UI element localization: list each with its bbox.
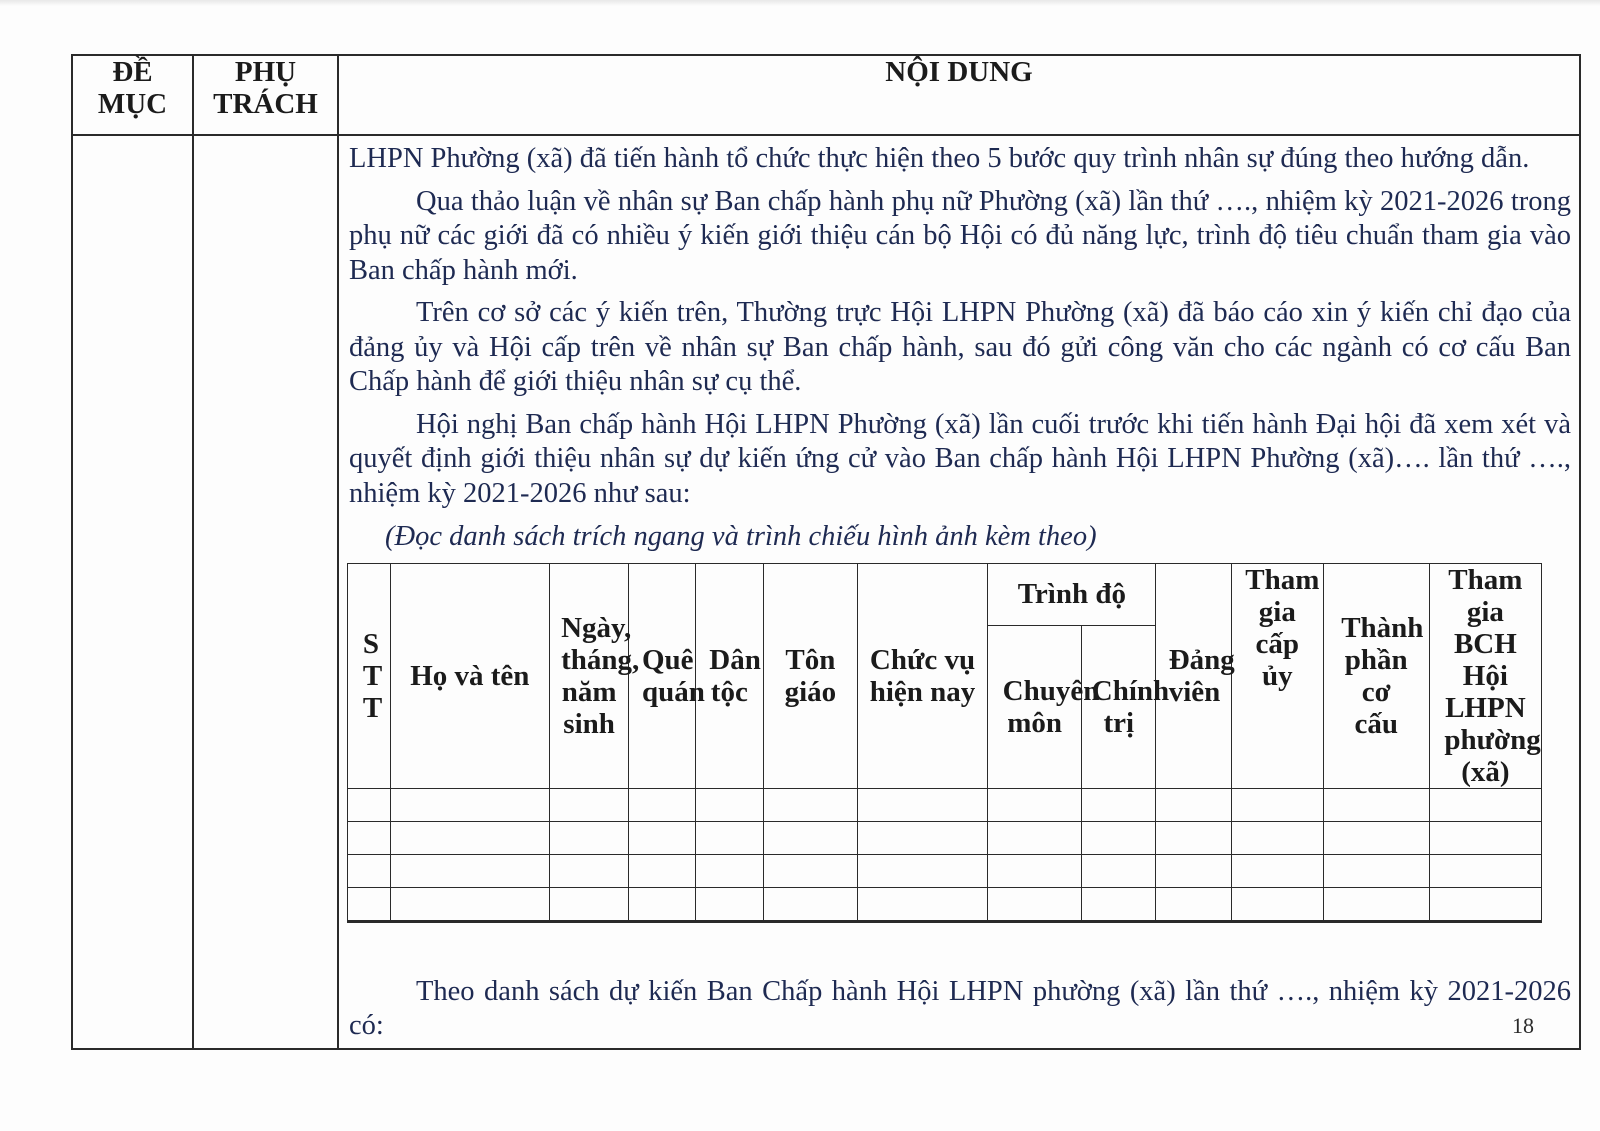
paragraph-4: Hội nghị Ban chấp hành Hội LHPN Phường (xã) lần cuối trước khi tiến hành Đại hội đã xem xét và quyết định giới thiệu nhân sự dự kiến ứng cử vào Ban chấp hành Hội LHPN Phường (xã)…. lần thứ …., nhiệm kỳ 2021-2026 như sau: xyxy=(349,408,1571,509)
col-position: Chức vụ hiện nay xyxy=(857,563,988,788)
col-hometown: Quê quán xyxy=(629,563,695,788)
noi-dung-cell xyxy=(338,135,1580,1049)
phu-trach-cell xyxy=(193,135,338,1049)
paragraph-1: LHPN Phường (xã) đã tiến hành tổ chức thực hiện theo 5 bước quy trình nhân sự đúng theo hướng dẫn. xyxy=(349,143,1530,174)
col-level-pol: Chính trị xyxy=(1082,625,1156,788)
col-religion: Tôn giáo xyxy=(763,563,857,788)
header-noi-dung: NỘI DUNG xyxy=(338,55,1580,135)
col-ethnicity: Dân tộc xyxy=(695,563,763,788)
personnel-table xyxy=(347,563,1542,923)
header-de-muc: ĐỀ MỤC xyxy=(72,55,193,135)
page-number: 18 xyxy=(1512,1013,1534,1038)
header-phu-trach: PHỤ TRÁCH xyxy=(193,55,338,135)
main-table xyxy=(71,54,1581,1050)
col-structure: Thành phần cơ cấu xyxy=(1323,563,1429,788)
col-party: Đảng viên xyxy=(1156,563,1231,788)
paragraph-5: Theo danh sách dự kiến Ban Chấp hành Hội LHPN phường (xã) lần thứ …., nhiệm kỳ 2021-2026 có: xyxy=(349,975,1571,1041)
de-muc-cell xyxy=(72,135,193,1049)
col-bch: Tham gia BCH Hội LHPN phường (xã) xyxy=(1429,563,1541,788)
col-dob: Ngày, tháng, năm sinh xyxy=(549,563,629,788)
col-name: Họ và tên xyxy=(390,563,549,788)
paragraph-2: Qua thảo luận về nhân sự Ban chấp hành phụ nữ Phường (xã) lần thứ …., nhiệm kỳ 2021-2026 trong phụ nữ các giới đã có nhiều ý kiến giới thiệu cán bộ Hội có đủ năng lực, trình độ tiêu chuẩn tham gia vào Ban chấp hành mới. xyxy=(349,185,1571,286)
table-row xyxy=(348,887,1542,921)
col-level-prof: Chuyên môn xyxy=(988,625,1082,788)
paragraph-3: Trên cơ sở các ý kiến trên, Thường trực Hội LHPN Phường (xã) đã báo cáo xin ý kiến chỉ đạo của đảng ủy và Hội cấp trên về nhân sự Ban chấp hành, sau đó gửi công văn cho các ngành có cơ cấu Ban Chấp hành để giới thiệu nhân sự cụ thể. xyxy=(349,297,1571,397)
col-level: Trình độ xyxy=(988,563,1156,625)
col-stt: STT xyxy=(348,563,391,788)
table-row xyxy=(348,854,1542,887)
page-top-edge xyxy=(0,0,1600,6)
col-committee: Tham gia cấp ủy xyxy=(1231,563,1323,788)
table-row xyxy=(348,821,1542,854)
reading-note: (Đọc danh sách trích ngang và trình chiếu hình ảnh kèm theo) xyxy=(385,521,1097,552)
table-row xyxy=(348,788,1542,821)
